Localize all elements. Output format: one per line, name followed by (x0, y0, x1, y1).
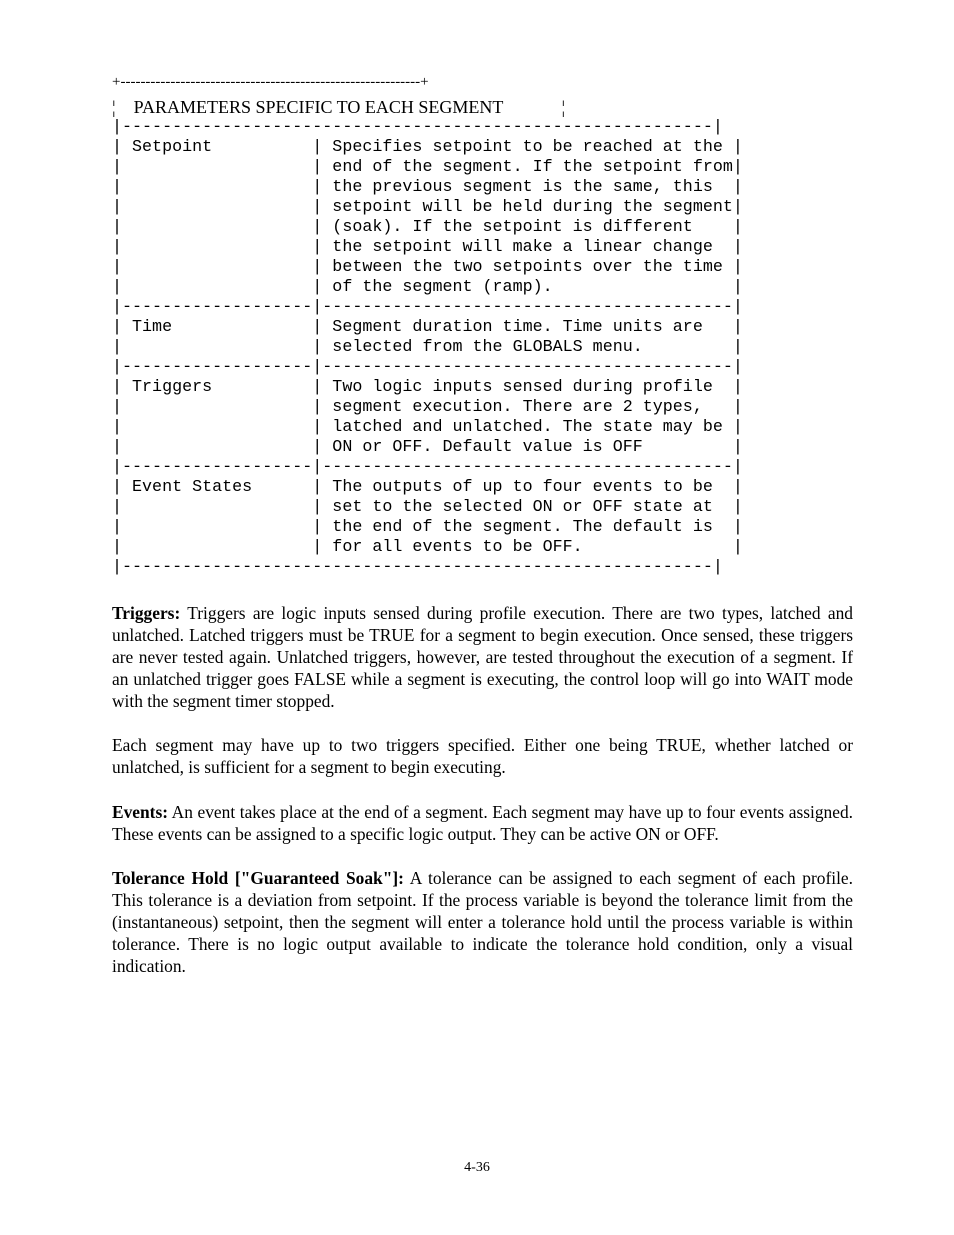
table-line: |-----------------------------------------------------------| (112, 558, 723, 577)
table-line: | | end of the segment. If the setpoint from| (112, 158, 743, 177)
table-header-title: PARAMETERS SPECIFIC TO EACH SEGMENT (133, 97, 504, 117)
table-line: | | ON or OFF. Default value is OFF | (112, 438, 743, 457)
table-line: | Time | Segment duration time. Time units are | (112, 318, 743, 337)
page-number: 4-36 (464, 1160, 490, 1175)
triggers-heading: Triggers: (112, 603, 181, 623)
table-line: | | the end of the segment. The default is | (112, 518, 743, 537)
each-segment-paragraph: Each segment may have up to two triggers specified. Either one being TRUE, whether latched or unlatched, is sufficient for a segment to begin executing. (112, 735, 853, 777)
table-top-border: +------------------------------------------------------------+ (112, 74, 429, 90)
table-line: | Event States | The outputs of up to four events to be | (112, 478, 743, 497)
table-line: |-------------------|-----------------------------------------| (112, 358, 743, 377)
table-line: | | setpoint will be held during the segment| (112, 198, 743, 217)
tolerance-text: A tolerance can be assigned to each segment of each profile. This tolerance is a deviation from setpoint. If the process variable is beyond the tolerance limit from the (instantaneous) setpoint, then the segment will enter a tolerance hold until the process variable is within tolerance. There is no logic output available to indicate the tolerance hold condition, only a visual indication. (112, 868, 854, 976)
triggers-paragraph (112, 602, 853, 712)
table-header-row: ¦ PARAMETERS SPECIFIC TO EACH SEGMENT ¦ (112, 97, 566, 117)
table-line: | | for all events to be OFF. | (112, 538, 743, 557)
tolerance-heading: Tolerance Hold ["Guaranteed Soak"]: (112, 868, 404, 888)
tolerance-paragraph (112, 867, 853, 977)
table-line: |-------------------|-----------------------------------------| (112, 298, 743, 317)
events-heading: Events: (112, 802, 169, 822)
table-line: | Triggers | Two logic inputs sensed during profile | (112, 378, 743, 397)
table-line: | | of the segment (ramp). | (112, 278, 743, 297)
table-line: | | set to the selected ON or OFF state at | (112, 498, 743, 517)
parameters-table-body (112, 118, 743, 578)
events-text: An event takes place at the end of a segment. Each segment may have up to four events assigned. These events can be assigned to a specific logic output. They can be active ON or OFF. (112, 802, 853, 844)
table-line: |-----------------------------------------------------------| (112, 118, 723, 137)
table-line: | | between the two setpoints over the time | (112, 258, 743, 277)
triggers-text: Triggers are logic inputs sensed during profile execution. There are two types, latched and unlatched. Latched triggers must be TRUE for a segment to begin execution. Once sensed, these triggers are never tested again. Unlatched triggers, however, are tested throughout the execution of a segment. If an unlatched trigger goes FALSE while a segment is executing, the control loop will go into WAIT mode with the segment timer stopped. (112, 603, 853, 711)
table-line: | | segment execution. There are 2 types, | (112, 398, 743, 417)
table-line: |-------------------|-----------------------------------------| (112, 458, 743, 477)
table-line: | Setpoint | Specifies setpoint to be reached at the | (112, 138, 743, 157)
table-line: | | the setpoint will make a linear change | (112, 238, 743, 257)
table-line: | | (soak). If the setpoint is different | (112, 218, 743, 237)
table-line: | | latched and unlatched. The state may be | (112, 418, 743, 437)
events-paragraph (112, 801, 853, 845)
table-line: | | the previous segment is the same, this | (112, 178, 743, 197)
table-line: | | selected from the GLOBALS menu. | (112, 338, 743, 357)
